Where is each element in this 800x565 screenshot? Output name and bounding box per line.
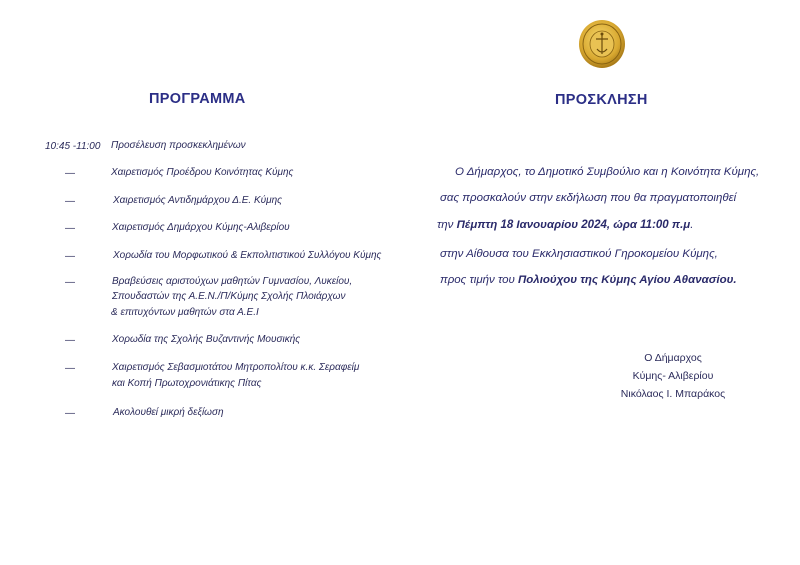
program-item: Χαιρετισμός Προέδρου Κοινότητας Κύμης <box>111 167 294 178</box>
program-item: και Κοπή Πρωτοχρονιάτικης Πίτας <box>112 378 262 389</box>
invitation-line: στην Αίθουσα του Εκκλησιαστικού Γηροκομείου Κύμης, <box>440 248 718 260</box>
program-item: Ακολουθεί μικρή δεξίωση <box>113 407 224 418</box>
program-dash: — <box>65 251 75 262</box>
invitation-line: Ο Δήμαρχος, το Δημοτικό Συμβούλιο και η Κοινότητα Κύμης, <box>455 166 760 178</box>
program-dash: — <box>65 277 75 288</box>
program-dash: — <box>65 335 75 346</box>
invitation-date-prefix: την <box>437 219 457 231</box>
invitation-honor-prefix: προς τιμήν του <box>440 274 519 286</box>
program-dash: — <box>65 408 75 419</box>
program-item: Χαιρετισμός Σεβασμιοτάτου Μητροπολίτου κ.κ. Σεραφείμ <box>112 362 360 373</box>
program-item: Χορωδία του Μορφωτικού & Εκπολιτιστικού Συλλόγου Κύμης <box>113 250 382 261</box>
program-dash: — <box>65 196 75 207</box>
program-item: Βραβεύσεις αριστούχων μαθητών Γυμνασίου, Λυκείου, <box>112 276 353 287</box>
program-dash: — <box>65 363 75 374</box>
signature-name: Νικόλαος Ι. Μπαράκος <box>620 388 726 400</box>
program-item: Προσέλευση προσκεκλημένων <box>111 140 246 151</box>
program-item: & επιτυχόντων μαθητών στα Α.Ε.Ι <box>111 307 259 318</box>
program-title: ΠΡΟΓΡΑΜΜΑ <box>149 91 246 107</box>
invitation-patron: Πολιούχου της Κύμης Αγίου Αθανασίου. <box>518 274 737 286</box>
invitation-line: σας προσκαλούν στην εκδήλωση που θα πραγματοποιηθεί <box>440 192 737 204</box>
signature-role: Ο Δήμαρχος <box>644 352 702 364</box>
program-item: Χαιρετισμός Αντιδημάρχου Δ.Ε. Κύμης <box>113 195 283 206</box>
program-dash: — <box>65 168 75 179</box>
invitation-date-line <box>437 219 693 231</box>
municipal-seal-icon <box>578 19 626 69</box>
program-time: 10:45 -11:00 <box>45 141 101 152</box>
invitation-title: ΠΡΟΣΚΛΗΣΗ <box>555 92 648 108</box>
invitation-date-suffix: . <box>690 219 694 231</box>
program-item: Χορωδία της Σχολής Βυζαντινής Μουσικής <box>112 334 301 345</box>
invitation-honor-line <box>440 274 737 286</box>
program-dash: — <box>65 223 75 234</box>
program-item: Χαιρετισμός Δημάρχου Κύμης-Αλιβερίου <box>112 222 290 233</box>
invitation-date: Πέμπτη 18 Ιανουαρίου 2024, ώρα 11:00 π.μ <box>456 219 691 231</box>
program-item: Σπουδαστών της Α.Ε.Ν./Π/Κύμης Σχολής Πλοιάρχων <box>112 291 346 302</box>
signature-municipality: Κύμης- Αλιβερίου <box>632 370 714 382</box>
